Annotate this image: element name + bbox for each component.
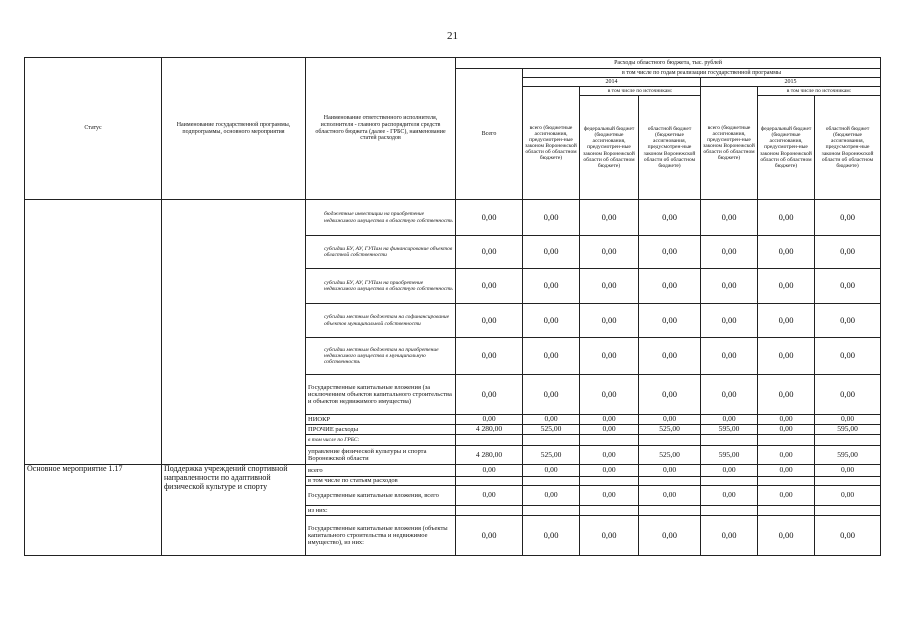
value-2015-total: 0,00 xyxy=(701,465,758,477)
row-label: субсидии БУ, АУ, ГУПам на приобретение недвижимого имущества в областную собственность xyxy=(306,269,456,304)
value-2014-total: 0,00 xyxy=(523,375,580,415)
value-2014-total: 0,00 xyxy=(523,465,580,477)
value-2014-regional: 0,00 xyxy=(639,304,701,338)
value-2014-regional: 0,00 xyxy=(639,269,701,304)
header-status: Статус xyxy=(25,58,162,200)
value-2015-federal: 0,00 xyxy=(758,304,815,338)
value-2015-regional: 0,00 xyxy=(815,415,881,425)
value-2015-total: 0,00 xyxy=(701,375,758,415)
value-empty xyxy=(758,435,815,446)
value-empty xyxy=(639,477,701,486)
row-label: субсидии местным бюджетам на приобретение недвижимого имущества в муниципальную собственность xyxy=(306,338,456,375)
value-2014-federal: 0,00 xyxy=(580,415,639,425)
value-2015-regional: 0,00 xyxy=(815,516,881,556)
value-2015-total: 0,00 xyxy=(701,200,758,236)
value-2014-regional: 0,00 xyxy=(639,338,701,375)
value-2015-federal: 0,00 xyxy=(758,415,815,425)
value-2015-federal: 0,00 xyxy=(758,516,815,556)
page-number: 21 xyxy=(447,30,458,42)
value-2015-total: 0,00 xyxy=(701,269,758,304)
row-label: управление физической культуры и спорта Воронежской области xyxy=(306,446,456,465)
value-2014-federal: 0,00 xyxy=(580,516,639,556)
value-empty xyxy=(456,477,523,486)
value-2015-federal: 0,00 xyxy=(758,236,815,269)
value-empty xyxy=(580,435,639,446)
row-label: бюджетные инвестиции на приобретение недвижимого имущества в областную собственность xyxy=(306,200,456,236)
value-2014-regional: 0,00 xyxy=(639,516,701,556)
value-2014-regional: 0,00 xyxy=(639,486,701,506)
value-2014-total: 0,00 xyxy=(523,200,580,236)
row-label: НИОКР xyxy=(306,415,456,425)
value-empty xyxy=(639,435,701,446)
value-empty xyxy=(523,506,580,516)
value-2015-federal: 0,00 xyxy=(758,269,815,304)
value-2014-regional: 0,00 xyxy=(639,236,701,269)
value-empty xyxy=(456,435,523,446)
value-2015-federal: 0,00 xyxy=(758,338,815,375)
value-2014-regional: 525,00 xyxy=(639,425,701,435)
value-2014-federal: 0,00 xyxy=(580,236,639,269)
header-by-years: в том числе по годам реализации государственной программы xyxy=(523,69,881,78)
table-row xyxy=(25,200,881,236)
value-2015-regional: 0,00 xyxy=(815,338,881,375)
header-2015-total: всего (бюджетные ассигнования, предусмотрен-ные законом Воронежской области об областном бюджете) xyxy=(701,87,758,200)
value-empty xyxy=(701,435,758,446)
value-2014-federal: 0,00 xyxy=(580,425,639,435)
measure-name: Поддержка учреждений спортивной направленности по адаптивной физической культуре и спорту xyxy=(162,465,306,556)
value-2015-regional: 595,00 xyxy=(815,446,881,465)
budget-table xyxy=(24,57,881,556)
value-total: 0,00 xyxy=(456,465,523,477)
value-2015-total: 595,00 xyxy=(701,446,758,465)
value-2014-federal: 0,00 xyxy=(580,446,639,465)
value-2015-total: 0,00 xyxy=(701,236,758,269)
value-2015-regional: 595,00 xyxy=(815,425,881,435)
header-year-2015: 2015 xyxy=(701,78,881,87)
value-total: 0,00 xyxy=(456,486,523,506)
value-2014-regional: 0,00 xyxy=(639,415,701,425)
value-empty xyxy=(580,506,639,516)
row-label: Государственные капитальные вложения, всего xyxy=(306,486,456,506)
value-2015-regional: 0,00 xyxy=(815,200,881,236)
value-2014-federal: 0,00 xyxy=(580,375,639,415)
value-total: 0,00 xyxy=(456,269,523,304)
measure-status: Основное мероприятие 1.17 xyxy=(25,465,162,556)
value-2015-federal: 0,00 xyxy=(758,446,815,465)
value-2014-total: 0,00 xyxy=(523,415,580,425)
row-label: в том числе по ГРБС: xyxy=(306,435,456,446)
header-2014-by-sources: в том числе по источникам: xyxy=(580,87,701,96)
value-total: 4 280,00 xyxy=(456,446,523,465)
value-empty xyxy=(815,435,881,446)
value-2015-regional: 0,00 xyxy=(815,465,881,477)
value-2015-federal: 0,00 xyxy=(758,486,815,506)
value-2015-federal: 0,00 xyxy=(758,465,815,477)
value-total: 0,00 xyxy=(456,415,523,425)
value-2015-total: 0,00 xyxy=(701,415,758,425)
value-2014-regional: 0,00 xyxy=(639,200,701,236)
value-empty xyxy=(639,506,701,516)
value-2015-regional: 0,00 xyxy=(815,486,881,506)
value-empty xyxy=(523,477,580,486)
value-2015-federal: 0,00 xyxy=(758,200,815,236)
value-2014-regional: 0,00 xyxy=(639,375,701,415)
value-total: 0,00 xyxy=(456,236,523,269)
value-2014-regional: 525,00 xyxy=(639,446,701,465)
value-2015-total: 0,00 xyxy=(701,304,758,338)
header-2014-federal: федеральный бюджет (бюджетные ассигнования, предусмотрен-ные законом Воронежской области об областном бюджете) xyxy=(580,96,639,200)
value-2015-total: 0,00 xyxy=(701,516,758,556)
header-2014-total: всего (бюджетные ассигнования, предусмотрен-ные законом Воронежской области об областном бюджете) xyxy=(523,87,580,200)
value-2014-total: 0,00 xyxy=(523,236,580,269)
header-2015-by-sources: в том числе по источникам: xyxy=(758,87,881,96)
row-label: в том числе по статьям расходов xyxy=(306,477,456,486)
value-2014-total: 0,00 xyxy=(523,269,580,304)
header-year-2014: 2014 xyxy=(523,78,701,87)
header-2015-federal: федеральный бюджет (бюджетные ассигнования, предусмотрен-ные законом Воронежской области об областном бюджете) xyxy=(758,96,815,200)
row-label: всего xyxy=(306,465,456,477)
value-empty xyxy=(815,477,881,486)
value-2014-federal: 0,00 xyxy=(580,200,639,236)
value-total: 4 280,00 xyxy=(456,425,523,435)
header-total: Всего xyxy=(456,69,523,200)
value-2014-regional: 0,00 xyxy=(639,465,701,477)
value-empty xyxy=(580,477,639,486)
value-empty xyxy=(701,506,758,516)
header-executor: Наименование ответственного исполнителя, исполнителя - главного распорядителя средств областного бюджета (далее - ГРБС), наименование статей расходов xyxy=(306,58,456,200)
value-empty xyxy=(456,506,523,516)
value-empty xyxy=(523,435,580,446)
row-label: Государственные капитальные вложения (за исключением объектов капитального строительства и объектов недвижимого имущества) xyxy=(306,375,456,415)
value-2014-total: 525,00 xyxy=(523,446,580,465)
status-cell-empty xyxy=(25,200,162,465)
header-2015-regional: областной бюджет (бюджетные ассигнования, предусмотрен-ные законом Воронежской области об областном бюджете) xyxy=(815,96,881,200)
value-2015-regional: 0,00 xyxy=(815,375,881,415)
value-2015-federal: 0,00 xyxy=(758,375,815,415)
value-empty xyxy=(758,506,815,516)
row-label: субсидии БУ, АУ, ГУПам на финансирование объектов областной собственности xyxy=(306,236,456,269)
value-total: 0,00 xyxy=(456,200,523,236)
value-total: 0,00 xyxy=(456,304,523,338)
value-empty xyxy=(701,477,758,486)
header-2014-regional: областной бюджет (бюджетные ассигнования, предусмотрен-ные законом Воронежской области об областном бюджете) xyxy=(639,96,701,200)
value-2014-federal: 0,00 xyxy=(580,465,639,477)
value-2015-regional: 0,00 xyxy=(815,269,881,304)
value-total: 0,00 xyxy=(456,375,523,415)
value-2015-federal: 0,00 xyxy=(758,425,815,435)
value-2015-regional: 0,00 xyxy=(815,304,881,338)
value-total: 0,00 xyxy=(456,516,523,556)
value-2014-total: 0,00 xyxy=(523,304,580,338)
value-empty xyxy=(815,506,881,516)
row-label: субсидии местным бюджетам на софинансирование объектов муниципальной собственности xyxy=(306,304,456,338)
value-2014-federal: 0,00 xyxy=(580,269,639,304)
header-expenses: Расходы областного бюджета, тыс. рублей xyxy=(456,58,881,69)
value-2015-total: 0,00 xyxy=(701,486,758,506)
value-2015-total: 0,00 xyxy=(701,338,758,375)
value-2015-total: 595,00 xyxy=(701,425,758,435)
value-2014-total: 0,00 xyxy=(523,486,580,506)
value-empty xyxy=(758,477,815,486)
table-row xyxy=(25,465,881,477)
value-2014-federal: 0,00 xyxy=(580,304,639,338)
header-program-name: Наименование государственной программы, подпрограммы, основного мероприятия xyxy=(162,58,306,200)
value-2014-federal: 0,00 xyxy=(580,338,639,375)
program-cell-empty xyxy=(162,200,306,465)
value-total: 0,00 xyxy=(456,338,523,375)
value-2014-total: 0,00 xyxy=(523,338,580,375)
row-label: Государственные капитальные вложения (объекты капитального строительства и недвижимое имущество), из них: xyxy=(306,516,456,556)
row-label: ПРОЧИЕ расходы xyxy=(306,425,456,435)
value-2014-total: 0,00 xyxy=(523,516,580,556)
row-label: из них: xyxy=(306,506,456,516)
value-2014-federal: 0,00 xyxy=(580,486,639,506)
value-2015-regional: 0,00 xyxy=(815,236,881,269)
value-2014-total: 525,00 xyxy=(523,425,580,435)
